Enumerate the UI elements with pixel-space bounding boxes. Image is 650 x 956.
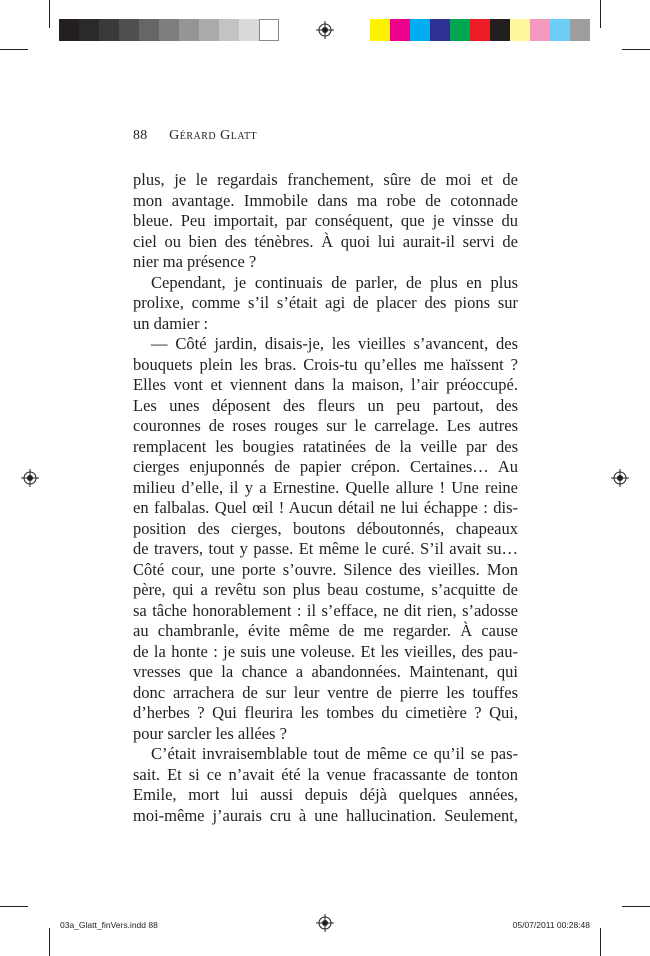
slug-date-time: 05/07/2011 00:28:48 — [512, 920, 590, 930]
process-color-swatch — [450, 19, 470, 41]
gray-ramp-bar — [59, 19, 279, 41]
text-line: au chambranle, évite même de me regarder. À cause — [133, 621, 518, 640]
text-line: sa tâche honorablement : il s’efface, ne dit rien, s’adosse — [133, 600, 518, 620]
registration-mark-top-icon — [316, 21, 334, 39]
process-color-swatch — [570, 19, 590, 41]
text-line: ciel ou bien des ténèbres. À quoi lui aurait-il servi de — [133, 231, 518, 251]
text-line: un damier : — [133, 313, 209, 333]
text-line: bleue. Peu importait, par conséquent, que je vinsse du — [133, 211, 518, 230]
text-line: Elles vont et viennent dans la maison, l’air préoccupé. — [133, 375, 518, 394]
crop-mark-top-right-h — [622, 49, 650, 50]
process-color-swatch — [410, 19, 430, 41]
text-line: donc arrachera de sur leur ventre de pierre les touffes — [133, 682, 518, 702]
page-number: 88 — [133, 128, 148, 143]
process-color-swatch — [550, 19, 570, 41]
process-color-swatch — [390, 19, 410, 41]
gray-swatch — [99, 19, 119, 41]
registration-mark-right-icon — [611, 469, 629, 487]
gray-swatch — [79, 19, 99, 41]
process-color-bar — [370, 19, 590, 41]
registration-mark-bottom-icon — [316, 914, 334, 932]
registration-mark-left-icon — [21, 469, 39, 487]
slug-file-info: 03a_Glatt_finVers.indd 88 — [60, 920, 158, 930]
process-color-swatch — [470, 19, 490, 41]
gray-swatch — [179, 19, 199, 41]
text-line: de la honte : je suis une voleuse. Et les vieilles, des pau- — [133, 641, 518, 661]
running-head-author: Gérard Glatt — [169, 128, 258, 143]
crop-mark-top-left-v — [49, 0, 50, 28]
text-line: d’herbes ? Qui fleurira les tombes du cimetière ? Qui, — [133, 703, 518, 722]
crop-mark-bottom-left-h — [0, 906, 28, 907]
text-line: père, qui a revêtu son plus beau costume, s’acquitte de — [133, 580, 518, 599]
crop-mark-bottom-right-h — [622, 906, 650, 907]
running-head — [133, 128, 257, 144]
text-line: moi-même j’aurais cru à une hallucination. Seulement, — [133, 805, 518, 825]
process-color-swatch — [370, 19, 390, 41]
text-line: mon avantage. Immobile dans ma robe de cotonnade — [133, 190, 518, 210]
text-line: prolixe, comme s’il s’était agi de placer des pions sur — [133, 293, 518, 312]
text-line: milieu d’elle, il y a Ernestine. Quelle allure ! Une reine — [133, 477, 518, 497]
gray-swatch — [119, 19, 139, 41]
text-line: bouquets plein les bras. Crois-tu qu’elles me haïssent ? — [133, 354, 518, 374]
text-line: de travers, tout y passe. Et même le curé. S’il avait su… — [133, 539, 518, 558]
gray-swatch — [159, 19, 179, 41]
gray-swatch — [139, 19, 159, 41]
text-line: Emile, mort lui aussi depuis déjà quelques années, — [133, 785, 518, 804]
crop-mark-top-right-v — [600, 0, 601, 28]
crop-mark-bottom-left-v — [49, 928, 50, 956]
gray-swatch — [199, 19, 219, 41]
process-color-swatch — [530, 19, 550, 41]
process-color-swatch — [490, 19, 510, 41]
body-text — [133, 170, 518, 826]
text-line: cierges enjuponnés de papier crépon. Certaines… Au — [133, 457, 518, 476]
crop-mark-top-left-h — [0, 49, 28, 50]
text-line: couronnes de roses rouges sur le carrelage. Les autres — [133, 416, 518, 435]
text-line: pour sarcler les allées ? — [133, 723, 287, 743]
gray-swatch — [239, 19, 259, 41]
gray-swatch — [219, 19, 239, 41]
text-line: remplacent les bougies ratatinées de la veille par des — [133, 436, 518, 456]
gray-swatch — [259, 19, 279, 41]
text-line: position des cierges, boutons déboutonnés, chapeaux — [133, 518, 518, 538]
text-line: Cependant, je continuais de parler, de plus en plus — [151, 272, 518, 292]
text-line: Les unes déposent des fleurs un peu partout, des — [133, 395, 518, 415]
gray-swatch — [59, 19, 79, 41]
text-line: — Côté jardin, disais-je, les vieilles s’avancent, des — [151, 334, 518, 353]
process-color-swatch — [510, 19, 530, 41]
text-line: en falbalas. Quel œil ! Aucun détail ne lui échappe : dis- — [133, 498, 518, 517]
process-color-swatch — [430, 19, 450, 41]
text-line: vresses que la chance a abandonnées. Maintenant, qui — [133, 662, 518, 681]
text-line: nier ma présence ? — [133, 252, 257, 271]
text-line: C’était invraisemblable tout de même ce qu’il se pas- — [151, 744, 518, 763]
text-line: plus, je le regardais franchement, sûre de moi et de — [133, 170, 518, 189]
crop-mark-bottom-right-v — [600, 928, 601, 956]
text-line: Côté cour, une porte s’ouvre. Silence des vieilles. Mon — [133, 559, 518, 579]
text-line: sait. Et si ce n’avait été la venue fracassante de tonton — [133, 764, 518, 784]
